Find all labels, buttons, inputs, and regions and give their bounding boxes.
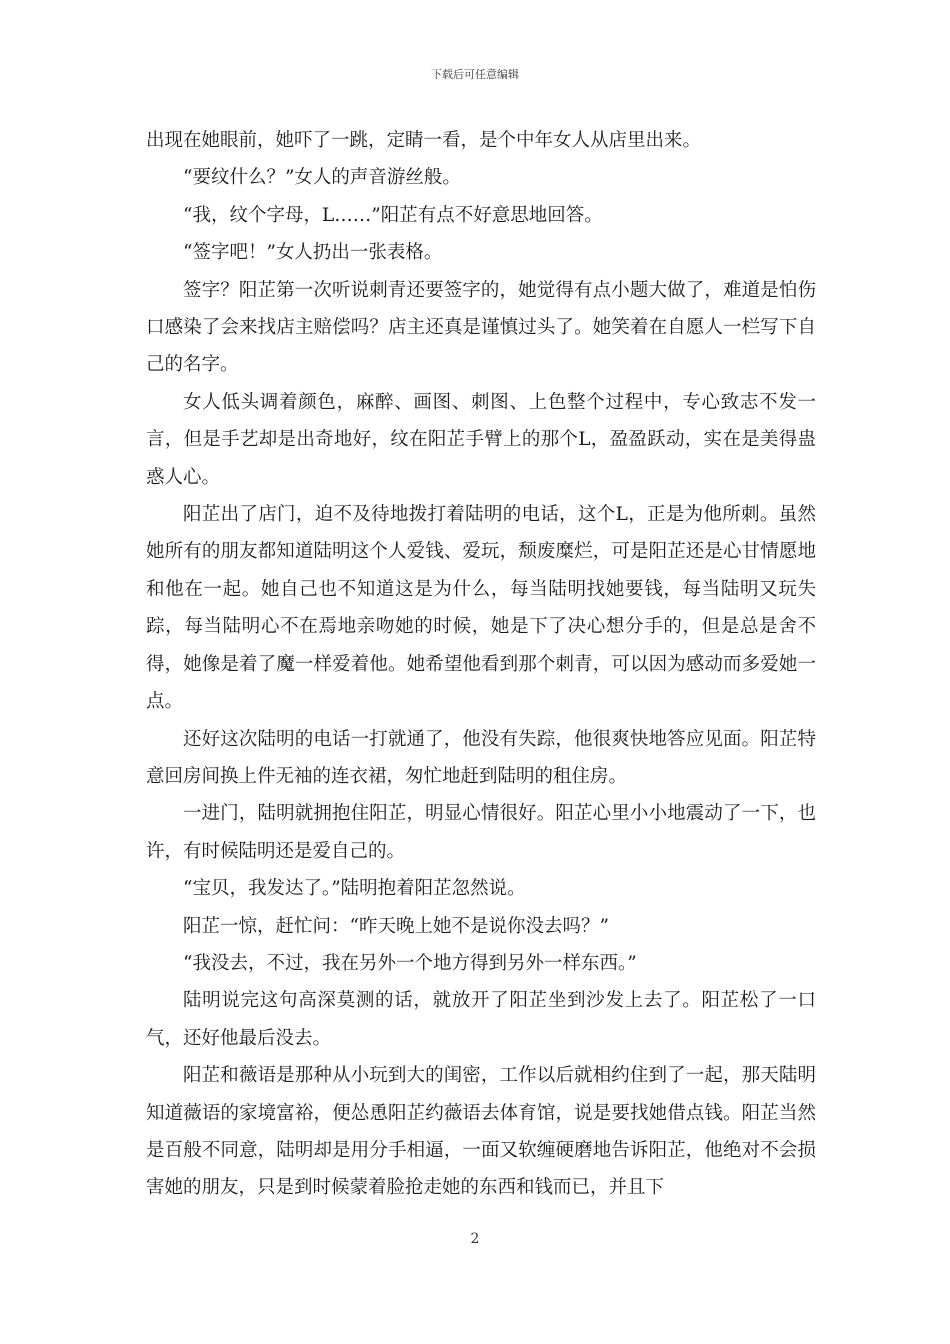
- page-number: 2: [470, 1231, 480, 1247]
- paragraph: 还好这次陆明的电话一打就通了，他没有失踪，他很爽快地答应见面。阳芷特意回房间换上件无袖的连衣裙，匆忙地赶到陆明的租住房。: [146, 728, 816, 787]
- paragraph: 陆明说完这句高深莫测的话，就放开了阳芷坐到沙发上去了。阳芷松了一口气，还好他最后没去。: [146, 990, 816, 1049]
- paragraph: “我，纹个字母，L……”阳芷有点不好意思地回答。: [183, 204, 603, 226]
- paragraph: 一进门，陆明就拥抱住阳芷，明显心情很好。阳芷心里小小地震动了一下，也许，有时候陆明还是爱自己的。: [146, 803, 816, 862]
- paragraph: “签字吧！”女人扔出一张表格。: [183, 242, 443, 264]
- paragraph: 阳芷一惊，赶忙问：“昨天晚上她不是说你没去吗？”: [183, 915, 609, 937]
- paragraph: 签字？阳芷第一次听说刺青还要签字的，她觉得有点小题大做了，难道是怕伤口感染了会来找店主赔偿吗？店主还真是谨慎过头了。她笑着在自愿人一栏写下自己的名字。: [146, 279, 816, 376]
- paragraph: 女人低头调着颜色，麻醉、画图、刺图、上色整个过程中，专心致志不发一言，但是手艺却是出奇地好，纹在阳芷手臂上的那个L，盈盈跃动，实在是美得蛊惑人心。: [146, 391, 816, 488]
- paragraph: 阳芷和薇语是那种从小玩到大的闺密，工作以后就相约住到了一起，那天陆明知道薇语的家境富裕，便怂恿阳芷约薇语去体育馆，说是要找她借点钱。阳芷当然是百般不同意，陆明却是用分手相逼，一面又软缠硬磨地告诉阳芷，他绝对不会损害她的朋友，只是到时候蒙着脸抢走她的东西和钱而已，并且下: [146, 1065, 816, 1199]
- paragraph: “我没去，不过，我在另外一个地方得到另外一样东西。”: [183, 952, 637, 974]
- paragraph: 阳芷出了店门，迫不及待地拨打着陆明的电话，这个L，正是为他所刺。虽然她所有的朋友都知道陆明这个人爱钱、爱玩，颓废糜烂，可是阳芷还是心甘情愿地和他在一起。她自己也不知道这是为什么，每当陆明找她要钱，每当陆明又玩失踪，每当陆明心不在焉地亲吻她的时候，她是下了决心想分手的，但是总是舍不得，她像是着了魔一样爱着他。她希望他看到那个刺青，可以因为感动而多爱她一点。: [146, 504, 816, 713]
- paragraph: “要纹什么？”女人的声音游丝般。: [183, 167, 461, 189]
- page-header: 下载后可任意编辑: [431, 68, 519, 81]
- paragraph: “宝贝，我发达了。”陆明抱着阳芷忽然说。: [183, 878, 526, 900]
- paragraph-continuation: 出现在她眼前，她吓了一跳，定睛一看，是个中年女人从店里出来。: [146, 130, 702, 151]
- document-body: [146, 122, 816, 1207]
